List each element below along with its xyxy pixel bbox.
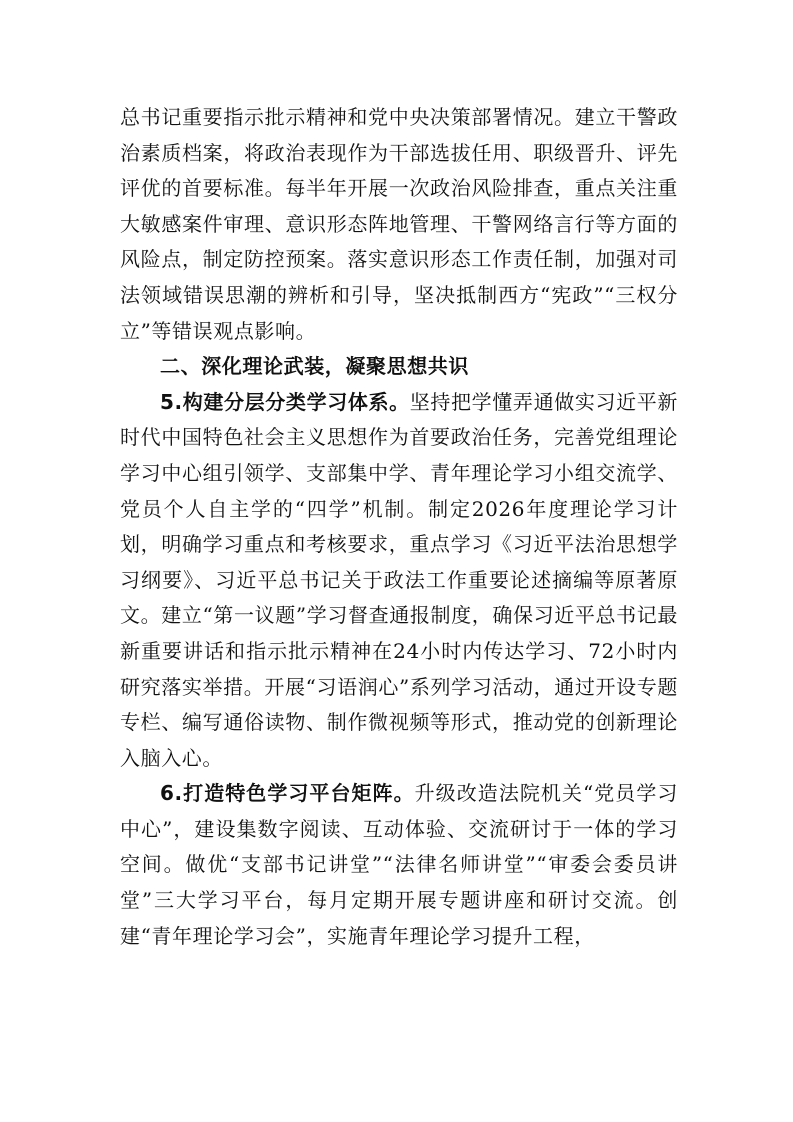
document-body (120, 100, 678, 954)
paragraph-item-5 (120, 385, 678, 777)
paragraph-text: 总书记重要指示批示精神和党中央决策部署情况。建立干警政治素质档案，将政治表现作为干部选拔任用、职级晋升、评先评优的首要标准。每半年开展一次政治风险排查，重点关注重大敏感案件审理、意识形态阵地管理、干警网络言行等方面的风险点，制定防控预案。落实意识形态工作责任制，加强对司法领域错误思潮的辨析和引导，坚决抵制西方“宪政”“三权分立”等错误观点影响。 (120, 105, 678, 343)
paragraph-item-6 (120, 776, 678, 954)
item-6-body: 升级改造法院机关“党员学习中心”，建设集数字阅读、互动体验、交流研讨于一体的学习空间。做优“支部书记讲堂”“法律名师讲堂”“审委会委员讲堂”三大学习平台，每月定期开展专题讲座和研讨交流。创建“青年理论学习会”，实施青年理论学习提升工程， (120, 781, 678, 948)
item-5-body: 坚持把学懂弄通做实习近平新时代中国特色社会主义思想作为首要政治任务，完善党组理论学习中心组引领学、支部集中学、青年理论学习小组交流学、党员个人自主学的“四学”机制。制定2026年度理论学习计划，明确学习重点和考核要求，重点学习《习近平法治思想学习纲要》、习近平总书记关于政法工作重要论述摘编等原著原文。建立“第一议题”学习督查通报制度，确保习近平总书记最新重要讲话和指示批示精神在24小时内传达学习、72小时内研究落实举措。开展“习语润心”系列学习活动，通过开设专题专栏、编写通俗读物、制作微视频等形式，推动党的创新理论入脑入心。 (120, 389, 678, 770)
item-6-lead: 6.打造特色学习平台矩阵。 (160, 781, 415, 806)
section-heading: 二、深化理论武装，凝聚思想共识 (160, 354, 469, 379)
paragraph-continued (120, 100, 678, 349)
item-5-lead: 5.构建分层分类学习体系。 (160, 389, 410, 414)
